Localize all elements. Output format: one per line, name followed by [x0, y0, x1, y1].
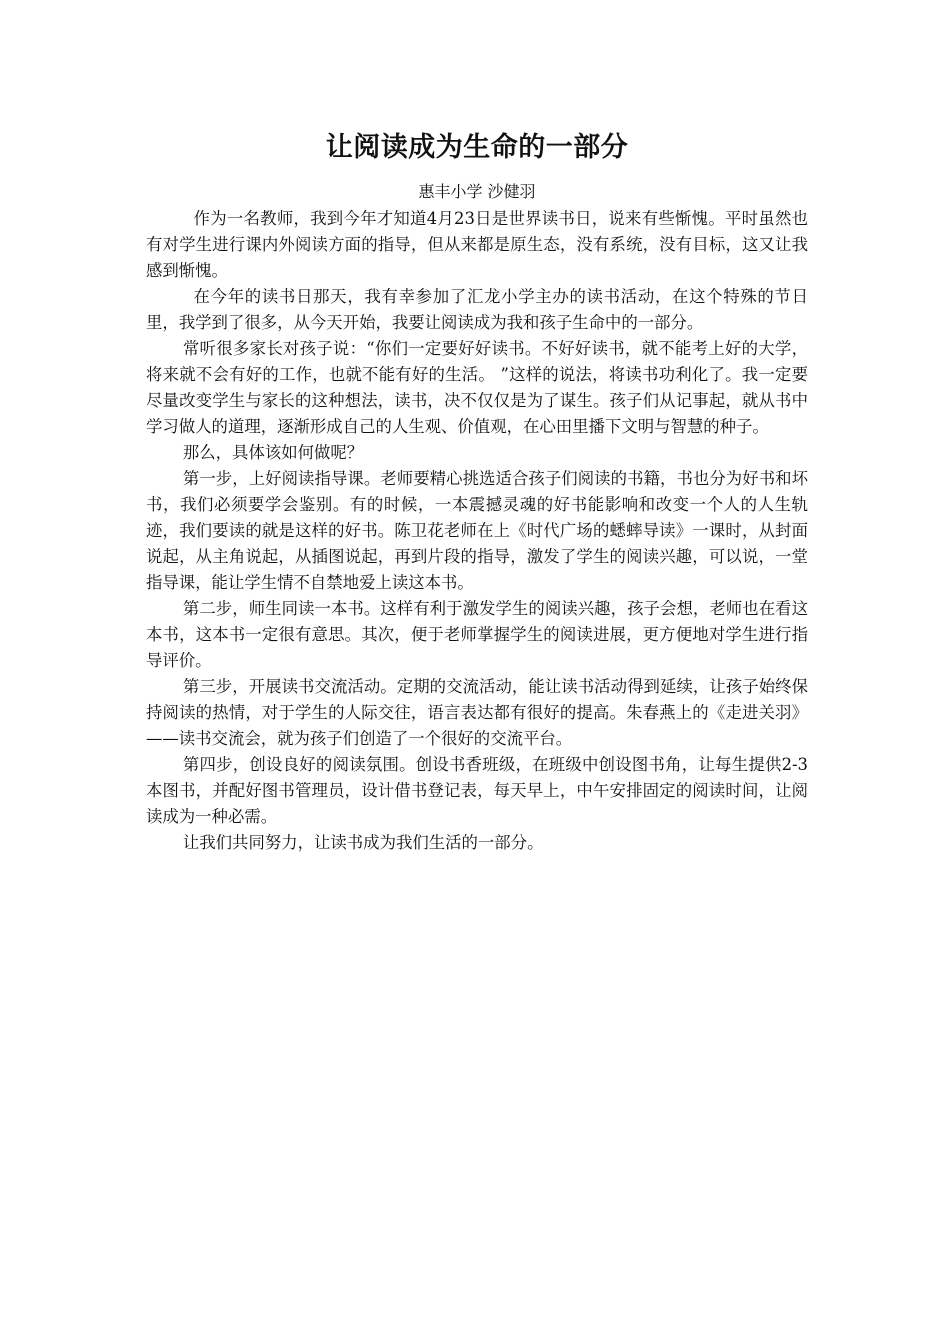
paragraph: 第三步，开展读书交流活动。定期的交流活动，能让读书活动得到延续，让孩子始终保持阅读的热情，对于学生的人际交往，语言表达都有很好的提高。朱春燕上的《走进关羽》——读书交流会，就为孩子们创造了一个很好的交流平台。 [146, 677, 808, 748]
paragraph: 在今年的读书日那天，我有幸参加了汇龙小学主办的读书活动，在这个特殊的节日里，我学到了很多，从今天开始，我要让阅读成为我和孩子生命中的一部分。 [146, 287, 808, 332]
paragraph: 第一步，上好阅读指导课。老师要精心挑选适合孩子们阅读的书籍，书也分为好书和坏书，我们必须要学会鉴别。有的时候，一本震撼灵魂的好书能影响和改变一个人的人生轨迹，我们要读的就是这样的好书。陈卫花老师在上《时代广场的蟋蟀导读》一课时，从封面说起，从主角说起，从插图说起，再到片段的指导，激发了学生的阅读兴趣，可以说，一堂指导课，能让学生情不自禁地爱上读这本书。 [146, 469, 808, 592]
paragraph: 第二步，师生同读一本书。这样有利于激发学生的阅读兴趣，孩子会想，老师也在看这本书，这本书一定很有意思。其次，便于老师掌握学生的阅读进展，更方便地对学生进行指导评价。 [146, 599, 808, 670]
paragraph: 常听很多家长对孩子说：“你们一定要好好读书。不好好读书，就不能考上好的大学，将来就不会有好的工作，也就不能有好的生活。 ”这样的说法，将读书功利化了。我一定要尽量改变学生与家长的这种想法，读书，决不仅仅是为了谋生。孩子们从记事起，就从书中学习做人的道理，逐渐形成自己的人生观、价值观，在心田里播下文明与智慧的种子。 [146, 339, 808, 436]
paragraph: 那么，具体该如何做呢？ [182, 443, 364, 462]
author-line: 惠丰小学 沙健羽 [418, 182, 536, 201]
document-title: 让阅读成为生命的一部分 [325, 132, 629, 163]
paragraph: 第四步，创设良好的阅读氛围。创设书香班级，在班级中创设图书角，让每生提供2-3本图书，并配好图书管理员，设计借书登记表，每天早上，中午安排固定的阅读时间，让阅读成为一种必需。 [146, 755, 808, 826]
paragraph: 作为一名教师，我到今年才知道4月23日是世界读书日，说来有些惭愧。平时虽然也有对学生进行课内外阅读方面的指导，但从来都是原生态，没有系统，没有目标，这又让我感到惭愧。 [146, 209, 808, 280]
paragraph: 让我们共同努力，让读书成为我们生活的一部分。 [182, 833, 544, 852]
document-page [146, 128, 808, 856]
